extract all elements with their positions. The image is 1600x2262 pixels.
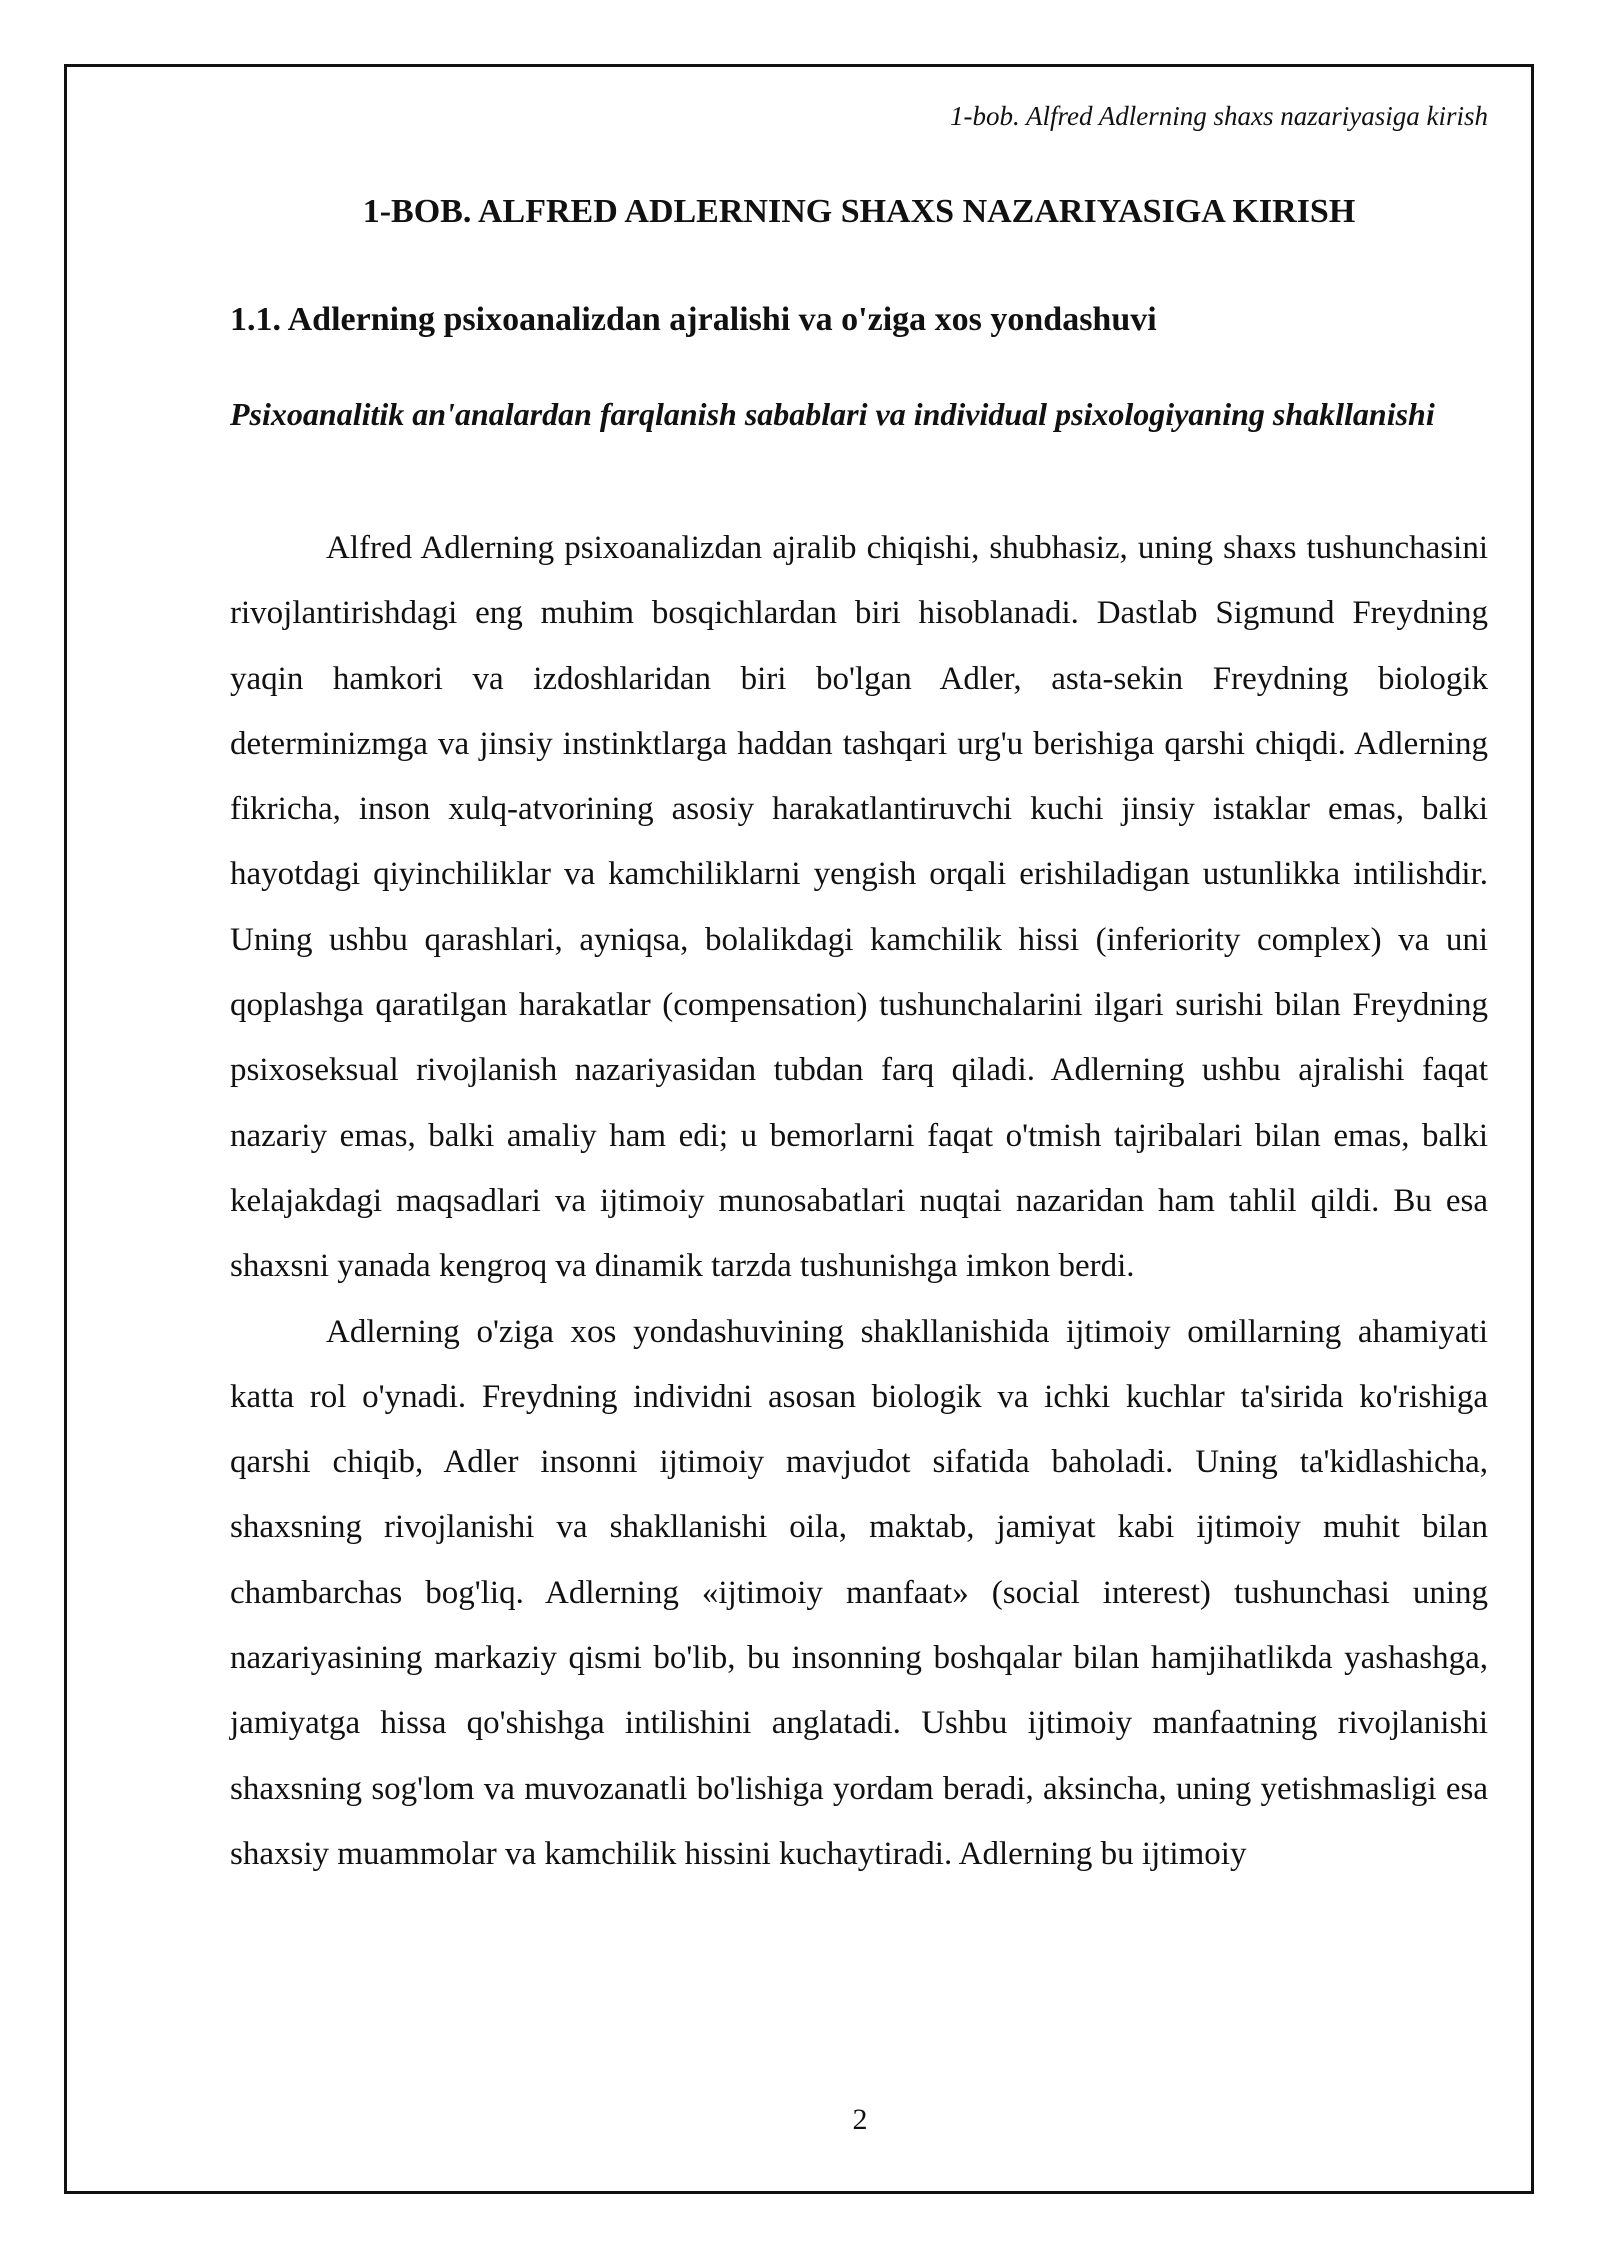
- page-number: 2: [852, 2103, 868, 2136]
- body-text: [230, 516, 1488, 1887]
- section-title: 1.1. Adlerning psixoanalizdan ajralishi va o'ziga xos yondashuvi: [230, 301, 1157, 338]
- running-header: 1-bob. Alfred Adlerning shaxs nazariyasiga kirish: [950, 101, 1488, 131]
- paragraph: Alfred Adlerning psixoanalizdan ajralib chiqishi, shubhasiz, uning shaxs tushunchasini rivojlantirishdagi eng muhim bosqichlardan biri hisoblanadi. Dastlab Sigmund Freydning yaqin hamkori va izdoshlaridan biri bo'lgan Adler, asta-sekin Freydning biologik determinizmga va jinsiy instinktlarga haddan tashqari urg'u berishiga qarshi chiqdi. Adlerning fikricha, inson xulq-atvorining asosiy harakatlantiruvchi kuchi jinsiy istaklar emas, balki hayotdagi qiyinchiliklar va kamchiliklarni yengish orqali erishiladigan ustunlikka intilishdir. Uning ushbu qarashlari, ayniqsa, bolalikdagi kamchilik hissi (inferiority complex) va uni qoplashga qaratilgan harakatlar (compensation) tushunchalarini ilgari surishi bilan Freydning psixoseksual rivojlanish nazariyasidan tubdan farq qiladi. Adlerning ushbu ajralishi faqat nazariy emas, balki amaliy ham edi; u bemorlarni faqat o'tmish tajribalari bilan emas, balki kelajakdagi maqsadlari va ijtimoiy munosabatlari nuqtai nazaridan ham tahlil qildi. Bu esa shaxsni yanada kengroq va dinamik tarzda tushunishga imkon berdi.: [230, 530, 1488, 1285]
- chapter-title: 1-BOB. ALFRED ADLERNING SHAXS NAZARIYASIGA KIRISH: [362, 193, 1356, 230]
- paragraph: Adlerning o'ziga xos yondashuvining shakllanishida ijtimoiy omillarning ahamiyati katta rol o'ynadi. Freydning individni asosan biologik va ichki kuchlar ta'sirida ko'rishiga qarshi chiqib, Adler insonni ijtimoiy mavjudot sifatida baholadi. Uning ta'kidlashicha, shaxsning rivojlanishi va shakllanishi oila, maktab, jamiyat kabi ijtimoiy muhit bilan chambarchas bog'liq. Adlerning «ijtimoiy manfaat» (social interest) tushunchasi uning nazariyasining markaziy qismi bo'lib, bu insonning boshqalar bilan hamjihatlikda yashashga, jamiyatga hissa qo'shishga intilishini anglatadi. Ushbu ijtimoiy manfaatning rivojlanishi shaxsning sog'lom va muvozanatli bo'lishiga yordam beradi, aksincha, uning yetishmasligi esa shaxsiy muammolar va kamchilik hissini kuchaytiradi. Adlerning bu ijtimoiy: [230, 1313, 1488, 1872]
- subsection-title: Psixoanalitik an'analardan farqlanish sabablari va individual psixologiyaning shakllanishi: [230, 396, 1435, 432]
